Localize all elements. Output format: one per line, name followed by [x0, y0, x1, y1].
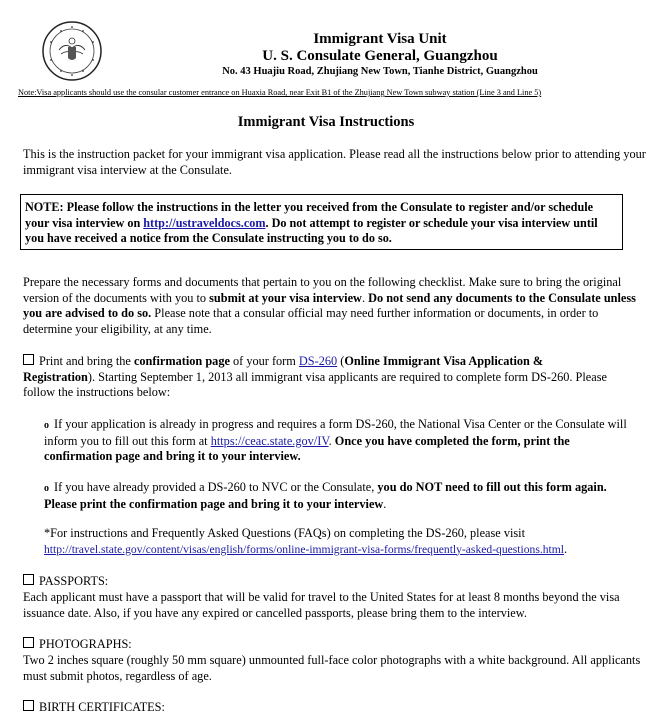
- bullet-icon: o: [44, 483, 49, 494]
- important-note-box: NOTE: Please follow the instructions in the letter you received from the Consulate to register and/or schedule your visa interview on http://ustraveldocs.com. Do not attempt to register or schedule your visa interview until you have received a notice from the Consulate instructing you to do so.: [20, 194, 623, 250]
- passports-body: Each applicant must have a passport that will be valid for travel to the United States for at least 8 months beyond the visa issuance date. Also, if you have any expired or cancelled passports, please bring them to the interview.: [23, 590, 620, 620]
- ds260-checklist-item: Print and bring the confirmation page of your form DS-260 (Online Immigrant Visa Application & Registration). Starting September 1, 2013 all immigrant visa applicants are required to complete form DS-260. Please follow the instructions below:: [23, 354, 607, 399]
- bullet-in-progress: o If your application is already in progress and requires a form DS-260, the National Visa Center or the Consulate will inform you to fill out this form at https://ceac.state.gov/IV. Once you have completed the form, print the confirmation page and bring it to your interview.: [44, 417, 627, 463]
- photographs-body: Two 2 inches square (roughly 50 mm square) unmounted full-face color photographs with a white background. All applicants must submit photos, regardless of age.: [23, 653, 641, 683]
- consulate-seal-icon: [41, 20, 103, 82]
- checkbox-icon: [23, 354, 34, 365]
- checkbox-icon: [23, 700, 34, 711]
- consulate-name: U. S. Consulate General, Guangzhou: [262, 48, 498, 64]
- ustraveldocs-link[interactable]: http://ustraveldocs.com: [143, 215, 266, 230]
- photographs-heading: PHOTOGRAPHS:: [23, 637, 643, 653]
- ceac-link[interactable]: https://ceac.state.gov/IV: [210, 433, 329, 448]
- page-title: Immigrant Visa Instructions: [237, 114, 415, 130]
- faq-paragraph: *For instructions and Frequently Asked Questions (FAQs) on completing the DS-260, please visit http://travel.state.gov/content/visas/english/forms/online-immigrant-visa-forms/frequently-asked-questions.html.: [44, 526, 568, 556]
- ds260-link[interactable]: DS-260: [298, 354, 338, 368]
- intro-paragraph: This is the instruction packet for your immigrant visa application. Please read all the instructions below prior to attending your immigrant visa interview at the Consulate.: [23, 147, 646, 177]
- birth-certificates-heading: BIRTH CERTIFICATES:: [23, 700, 643, 716]
- unit-title: Immigrant Visa Unit: [313, 31, 447, 47]
- consulate-address: No. 43 Huajiu Road, Zhujiang New Town, Tianhe District, Guangzhou: [222, 66, 538, 77]
- bullet-already-provided: o If you have already provided a DS-260 to NVC or the Consulate, you do NOT need to fill out this form again. Please print the confirmation page and bring it to your interview.: [44, 480, 607, 511]
- prepare-paragraph: Prepare the necessary forms and documents that pertain to you on the following checklist. Make sure to bring the original version of the documents with you to submit at your visa interview. Do not send any documents to the Consulate unless you are advised to do so. Please note that a consular official may need further information or documents, in order to determine your eligibility, at any time.: [23, 275, 636, 336]
- faq-link[interactable]: http://travel.state.gov/content/visas/english/forms/online-immigrant-visa-forms/frequently-asked-questions.html: [44, 542, 565, 556]
- entrance-note: Note:Visa applicants should use the consular customer entrance on Huaxia Road, near Exit B1 of the Zhujiang New Town subway station (Line 3 and Line 5): [18, 88, 542, 97]
- bullet-icon: o: [44, 420, 49, 431]
- passports-heading: PASSPORTS:: [23, 574, 643, 590]
- checkbox-icon: [23, 574, 34, 585]
- checkbox-icon: [23, 637, 34, 648]
